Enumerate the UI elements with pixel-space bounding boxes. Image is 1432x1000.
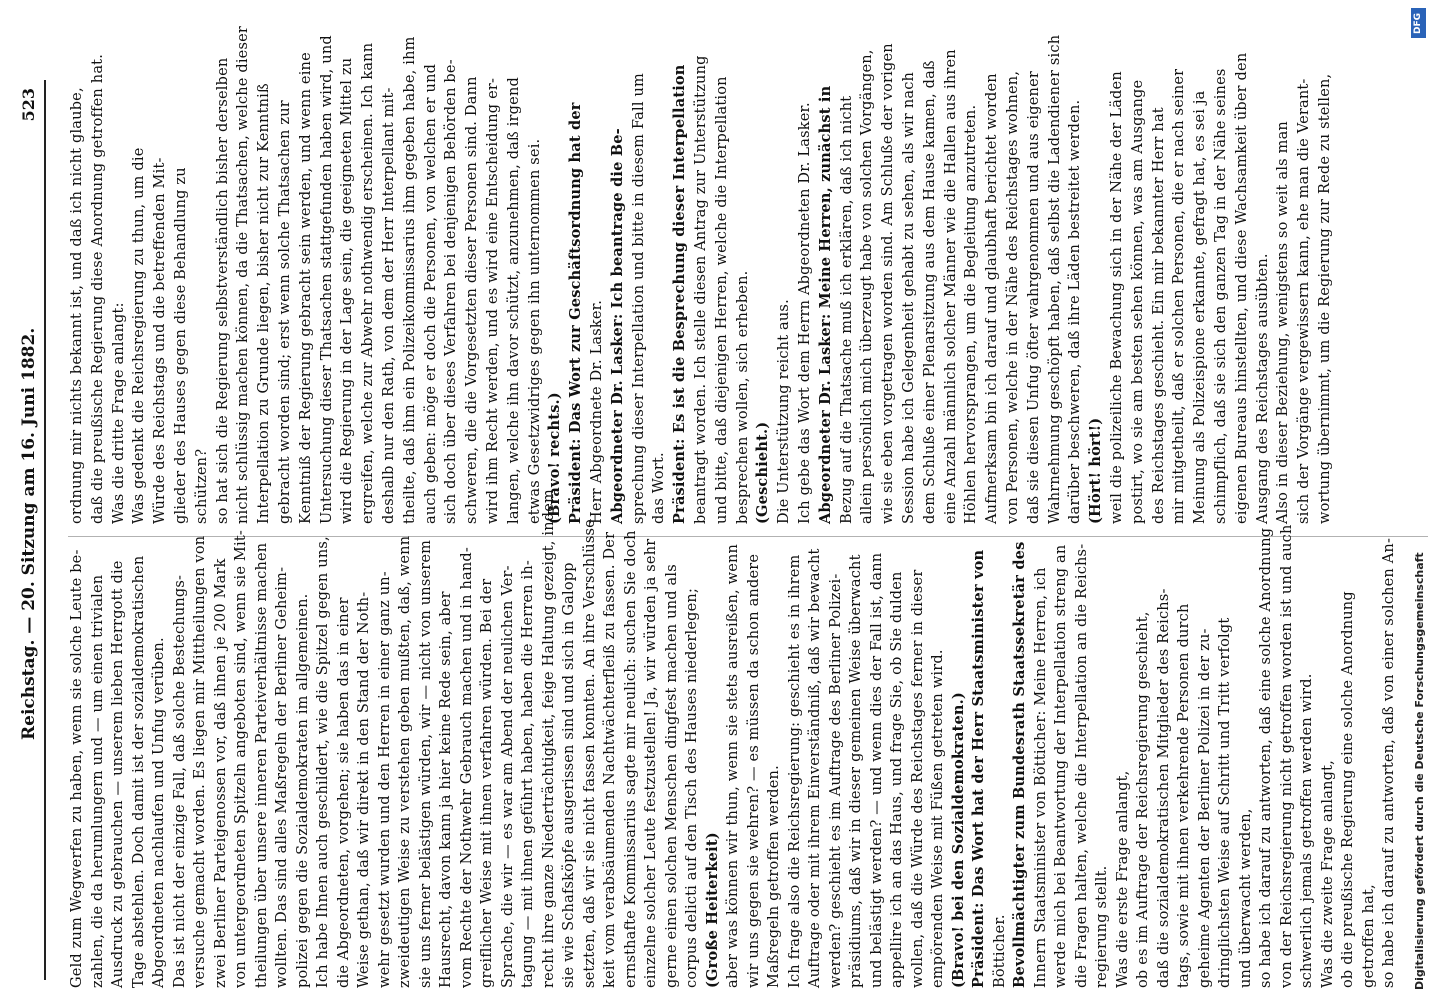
text-line: Weise gethan, daß wir direkt in den Stand der Noth- bbox=[356, 591, 372, 988]
text-line: besprechen wollen, sich erheben. bbox=[734, 270, 751, 524]
text-line: die Fragen halten, welche die Interpellation an die Reichs- bbox=[1073, 543, 1090, 988]
text-line: geheime Agenten der Berliner Polizei in der zu- bbox=[1196, 628, 1213, 988]
text-line: von Personen, welche in der Nähe des Reichstages wohnen, bbox=[1005, 70, 1021, 524]
text-line: sich der Vorgänge vergewissern kann, ehe man die Verant- bbox=[1296, 78, 1313, 524]
text-line: aber was können wir thun, wenn sie stets ausreißen, wenn bbox=[725, 543, 741, 988]
text-line: (Geschieht.) bbox=[754, 421, 772, 524]
text-line: Meinung als Polizeispione erkannte, gefragt hat, es sei ja bbox=[1192, 90, 1209, 524]
text-line: dem Schluße einer Plenarsitzung aus dem Hause kamen, daß bbox=[921, 60, 938, 524]
text-line: Abgeordneter Dr. Lasker: Ich beantrage die Be- bbox=[608, 128, 626, 524]
text-line: nicht schlüssig machen können, da die Thatsachen, welche dieser bbox=[235, 25, 252, 524]
text-line: schützen? bbox=[193, 448, 210, 524]
text-line: wird ihm Recht werden, und es wird eine Entscheidung er- bbox=[485, 77, 501, 524]
text-line: corpus delicti auf den Tisch des Hauses niederlegen; bbox=[684, 587, 700, 988]
text-line: daß die sozialdemokratischen Mitglieder des Reichs- bbox=[1155, 588, 1172, 988]
text-line: von der Reichsregierung nicht getroffen worden ist und auch bbox=[1278, 524, 1295, 988]
text-line: Herr Abgeordnete Dr. Lasker. bbox=[589, 299, 605, 524]
text-line: Präsident: Das Wort zur Geschäftsordnung hat der bbox=[567, 102, 585, 524]
text-line: werde mich bei Beantwortung der Interpellation streng an bbox=[1053, 544, 1069, 988]
text-line: ergreifen, welche zur Abwehr nothwendig erscheinen. Ich kann bbox=[360, 42, 377, 524]
text-line: so habe ich darauf zu antworten, daß eine solche Anordnung bbox=[1258, 527, 1274, 988]
text-line: setzten, daß wir sie nicht fassen konnten. An ihre Verschlüsse bbox=[581, 519, 598, 988]
text-line: regierung stellt. bbox=[1094, 865, 1110, 988]
text-line: Kenntniß der Regierung gebracht sein werden, und wenn eine bbox=[297, 52, 314, 524]
text-line: Präsident: Das Wort hat der Herr Staatsminister von bbox=[970, 549, 987, 988]
text-line: wie sie eben vorgetragen worden sind. Am Schluße der vorigen bbox=[880, 43, 897, 524]
text-line: postirt, wo sie am besten sehen können, was am Ausgange bbox=[1129, 79, 1146, 524]
text-line: schimpflich, daß sie sich den ganzen Tag in der Nähe seines bbox=[1213, 68, 1229, 524]
text-line: etwas Gesetzwidriges gegen ihn unternommen sei. bbox=[526, 138, 543, 524]
text-line: weil die polizeiliche Bewachung sich in der Nähe der Läden bbox=[1109, 71, 1125, 524]
text-line: Was die zweite Frage anlangt, bbox=[1319, 760, 1336, 988]
text-line: wollten. Das sind alles Maßregeln der Berliner Geheim- bbox=[274, 566, 290, 988]
text-line: polizei gegen die Sozialdemokraten im allgemeinen. bbox=[294, 593, 311, 988]
text-line: Bevollmächtigter zum Bundesrath Staatssekretär des bbox=[1011, 541, 1028, 988]
text-line: von untergeordneten Spitzeln angeboten sind, wenn sie Mit- bbox=[233, 530, 249, 988]
text-line: beantragt worden. Ich stelle diesen Antrag zur Unterstützung bbox=[693, 55, 709, 524]
text-line: daß die preußische Regierung diese Anordnung getroffen hat. bbox=[89, 53, 106, 524]
text-line: gebracht worden sind; erst wenn solche Thatsachen zur bbox=[277, 100, 293, 524]
text-line: Bezug auf die Thatsache muß ich erklären, daß ich nicht bbox=[838, 95, 855, 524]
text-line: wir uns gegen sie wehren? — es müssen da schon andere bbox=[745, 553, 762, 988]
text-line: ob die preußische Regierung eine solche Anordnung bbox=[1340, 591, 1356, 988]
text-line: Abgeordneter Dr. Lasker: Meine Herren, zunächst in bbox=[816, 85, 834, 524]
text-line: Auftrage oder mit ihrem Einverständniß, daß wir bewacht bbox=[807, 548, 823, 988]
text-line: theilungen über unsere inneren Parteiverhältnisse machen bbox=[253, 542, 270, 988]
text-line: das Wort. bbox=[651, 452, 668, 524]
text-line: zweideutigen Weise zu verstehen geben mußten, daß, wenn bbox=[397, 535, 413, 988]
text-line: sich doch über dieses Verfahren bei denjenigen Behörden be- bbox=[443, 59, 460, 524]
text-line: tagung — mit ihnen geführt haben, haben die Herren ih- bbox=[520, 560, 536, 988]
text-line: recht ihre ganze Niederträchtigkeit, feige Haltung gezeigt, indem bbox=[540, 489, 557, 988]
text-line: so hat sich die Regierung selbstverständlich bisher derselben bbox=[214, 57, 231, 524]
text-line: so habe ich darauf zu antworten, daß von einer solchen An- bbox=[1381, 537, 1397, 988]
text-line: Was die erste Frage anlangt, bbox=[1114, 770, 1131, 988]
text-line: deshalb nur den Rath, von dem der Herr Interpellant mit- bbox=[381, 87, 397, 524]
text-line: wortung übernimmt, um die Regierung zur Rede zu stellen, bbox=[1317, 73, 1333, 524]
column-divider bbox=[68, 536, 1428, 537]
text-line: eigenen Bureaus hinstellten, und diese Wachsamkeit über den bbox=[1233, 52, 1250, 524]
text-line: wollen, daß die Würde des Reichstages ferner in dieser bbox=[909, 569, 926, 988]
text-line: darüber beschweren, daß ihre Läden bestreitet werden. bbox=[1067, 99, 1084, 524]
text-line: Also in dieser Beziehung, wenigstens so weit als man bbox=[1275, 121, 1292, 524]
text-line: Ich habe Ihnen auch geschildert, wie die Spitzel gegen uns, bbox=[315, 536, 331, 988]
text-line: daß sie diesen Unfug öfter wahrgenommen und aus eigener bbox=[1025, 71, 1042, 524]
text-line: sie wie Schafsköpfe ausgerissen sind und sich in Galopp bbox=[561, 562, 577, 988]
text-line: und bitte, daß diejenigen Herren, welche die Interpellation bbox=[713, 76, 730, 524]
text-line: Was gedenkt die Reichsregierung zu thun, um die bbox=[131, 147, 148, 524]
text-line: Tage abstehlen. Doch damit ist der sozialdemokratischen bbox=[130, 555, 147, 988]
text-line: die Abgeordneten, vorgehen; sie haben das in einer bbox=[335, 597, 352, 988]
text-line: Das ist nicht der einzige Fall, daß solche Bestechungs- bbox=[171, 574, 188, 988]
text-line: Maßregeln getroffen werden. bbox=[766, 765, 782, 988]
text-line: sprechung dieser Interpellation und bitte in diesem Fall um bbox=[630, 73, 647, 524]
text-line: zahlen, die da herumlungern und — um einen trivialen bbox=[89, 574, 106, 988]
text-line: schwerlich jemals getroffen werden wird. bbox=[1299, 673, 1315, 988]
text-line: zwei Berliner Parteigenossen vor, daß ihnen je 200 Mark bbox=[212, 558, 229, 988]
text-line: allein persönlich mich überzeugt habe von solchen Vorgängen, bbox=[859, 49, 876, 524]
digitization-credit: Digitalisierung gefördert durch die Deutsche Forschungsgemeinschaft bbox=[1413, 552, 1426, 990]
text-line: Geld zum Wegwerfen zu haben, wenn sie solche Leute be- bbox=[69, 549, 85, 988]
text-line: Untersuchung dieser Thatsachen stattgefunden haben wird, und bbox=[318, 35, 335, 524]
text-line: glieder des Hauses gegen diese Behandlung zu bbox=[173, 167, 189, 524]
text-line: schweren, die die Vorgesetzten dieser Personen sind. Dann bbox=[464, 76, 481, 524]
text-line: ernsthafte Kommissarius sagte mir neulich: suchen Sie doch bbox=[622, 530, 639, 988]
text-line: Ich frage also die Reichsregierung: geschieht es in ihrem bbox=[786, 554, 803, 988]
text-line: gerne einen solchen Menschen dingfest machen und als bbox=[663, 564, 680, 988]
text-line: mir mitgetheilt, daß er solchen Personen, die er nach seiner bbox=[1171, 68, 1188, 524]
text-line: auch geben: möge er doch die Personen, von welchen er und bbox=[422, 63, 439, 524]
text-line: Ausdruck zu gebrauchen — unserem lieben Herrgott die bbox=[110, 560, 126, 988]
text-line: werden? geschieht es im Auftrage des Berliner Polizei- bbox=[827, 573, 844, 988]
text-line: und überwacht werden, bbox=[1237, 808, 1254, 988]
text-line: theilte, daß ihm ein Polizeikommissarius ihm gegeben habe, ihm bbox=[401, 36, 418, 524]
header-rule bbox=[44, 80, 46, 980]
text-line: Bötticher. bbox=[991, 914, 1008, 988]
text-line: (Bravo! rechts.) bbox=[546, 392, 564, 524]
text-line: Was die dritte Frage anlangt: bbox=[110, 302, 127, 524]
page-number: 523 bbox=[19, 88, 38, 122]
text-line: langen, welche ihn davor schützt, anzunehmen, daß irgend bbox=[505, 77, 522, 524]
text-line: und belästigt werden? — und wenn dies der Fall ist, dann bbox=[868, 552, 885, 988]
text-line: (Bravo! bei den Sozialdemokraten.) bbox=[949, 692, 967, 988]
text-line: tags, sowie mit ihnen verkehrende Personen durch bbox=[1176, 603, 1192, 988]
text-line: präsidiums, daß wir in dieser gemeinen Weise überwacht bbox=[848, 554, 864, 988]
text-line: Hausrecht, davon kann ja hier keine Rede sein, aber bbox=[438, 591, 454, 988]
text-line: Session habe ich Gelegenheit gehabt zu sehen, als wir nach bbox=[901, 71, 917, 524]
text-line: eine Anzahl männlich solcher Männer wie die Hallen aus ihren bbox=[942, 49, 959, 524]
text-line: vom Rechte der Nothwehr Gebrauch machen und in hand- bbox=[458, 547, 475, 988]
text-line: Ich gebe das Wort dem Herrn Abgeordneten Dr. Lasker. bbox=[797, 102, 813, 524]
text-line: wird die Regierung in der Lage sein, die geeigneten Mittel zu bbox=[339, 57, 356, 524]
text-line: wehr gesetzt wurden und den Herren in einer ganz un- bbox=[376, 571, 393, 988]
text-line: Höhlen hervorsprangen, um die Begleitung anzutreten. bbox=[963, 104, 980, 524]
text-line: getroffen hat, bbox=[1360, 884, 1377, 988]
text-line: (Hört! hört!) bbox=[1087, 417, 1105, 524]
page-header: Reichstag. — 20. Sitzung am 16. Juni 1882. bbox=[19, 327, 39, 740]
text-line: Aufmerksam bin ich darauf und glaubhaft berichtet worden bbox=[984, 73, 1001, 524]
text-line: keit vom verabsäumenden Nachtwächterfleiß zu fassen. Der bbox=[602, 531, 618, 988]
text-line: Innern Staatsminister von Bötticher: Meine Herren, ich bbox=[1032, 567, 1049, 988]
text-line: versuche gemacht worden. Es liegen mir Mittheilungen von bbox=[192, 535, 208, 988]
text-line: des Reichstages geschieht. Ein mir bekannter Herr hat bbox=[1150, 107, 1167, 524]
text-line: Abgeordneten nachlaufen und Unfug verüben. bbox=[151, 637, 167, 988]
text-line: Ausgang des Reichstages ausübten. bbox=[1254, 253, 1271, 524]
text-line: appellire ich an das Haus, und frage Sie, ob Sie dulden bbox=[889, 571, 905, 988]
text-line: sie uns ferner belästigen würden, wir — nicht von unserem bbox=[417, 539, 434, 988]
text-line: Interpellation zu Grunde liegen, bisher nicht zur Kenntniß bbox=[256, 83, 273, 524]
text-line: Sprache, die wir — es war am Abend der neulichen Ver- bbox=[499, 565, 516, 988]
text-line: einzelne solcher Leute festzustellen! Ja, wir würden ja sehr bbox=[643, 538, 659, 988]
dfg-logo-badge: DFG bbox=[1411, 8, 1426, 38]
text-line: Präsident: Es ist die Besprechung dieser Interpellation bbox=[671, 64, 689, 524]
text-line: ordnung mir nichts bekannt ist, und daß ich nicht glaube, bbox=[69, 87, 85, 524]
text-line: ob es im Auftrage der Reichsregierung geschieht, bbox=[1135, 611, 1151, 988]
text-line: dringlichsten Weise auf Schritt und Tritt verfolgt bbox=[1217, 617, 1233, 988]
text-line: Würde des Reichstags und die betreffenden Mit- bbox=[152, 157, 169, 524]
text-line: greiflicher Weise mit ihnen verfahren würden. Bei der bbox=[479, 578, 495, 988]
text-line: (Große Heiterkeit) bbox=[703, 832, 721, 988]
text-line: empörenden Weise mit Füßen getreten wird. bbox=[930, 649, 946, 988]
text-line: Die Unterstützung reicht aus. bbox=[776, 299, 793, 524]
text-line: Wahrnehmung geschöpft haben, daß selbst die Ladendiener sich bbox=[1046, 34, 1063, 524]
